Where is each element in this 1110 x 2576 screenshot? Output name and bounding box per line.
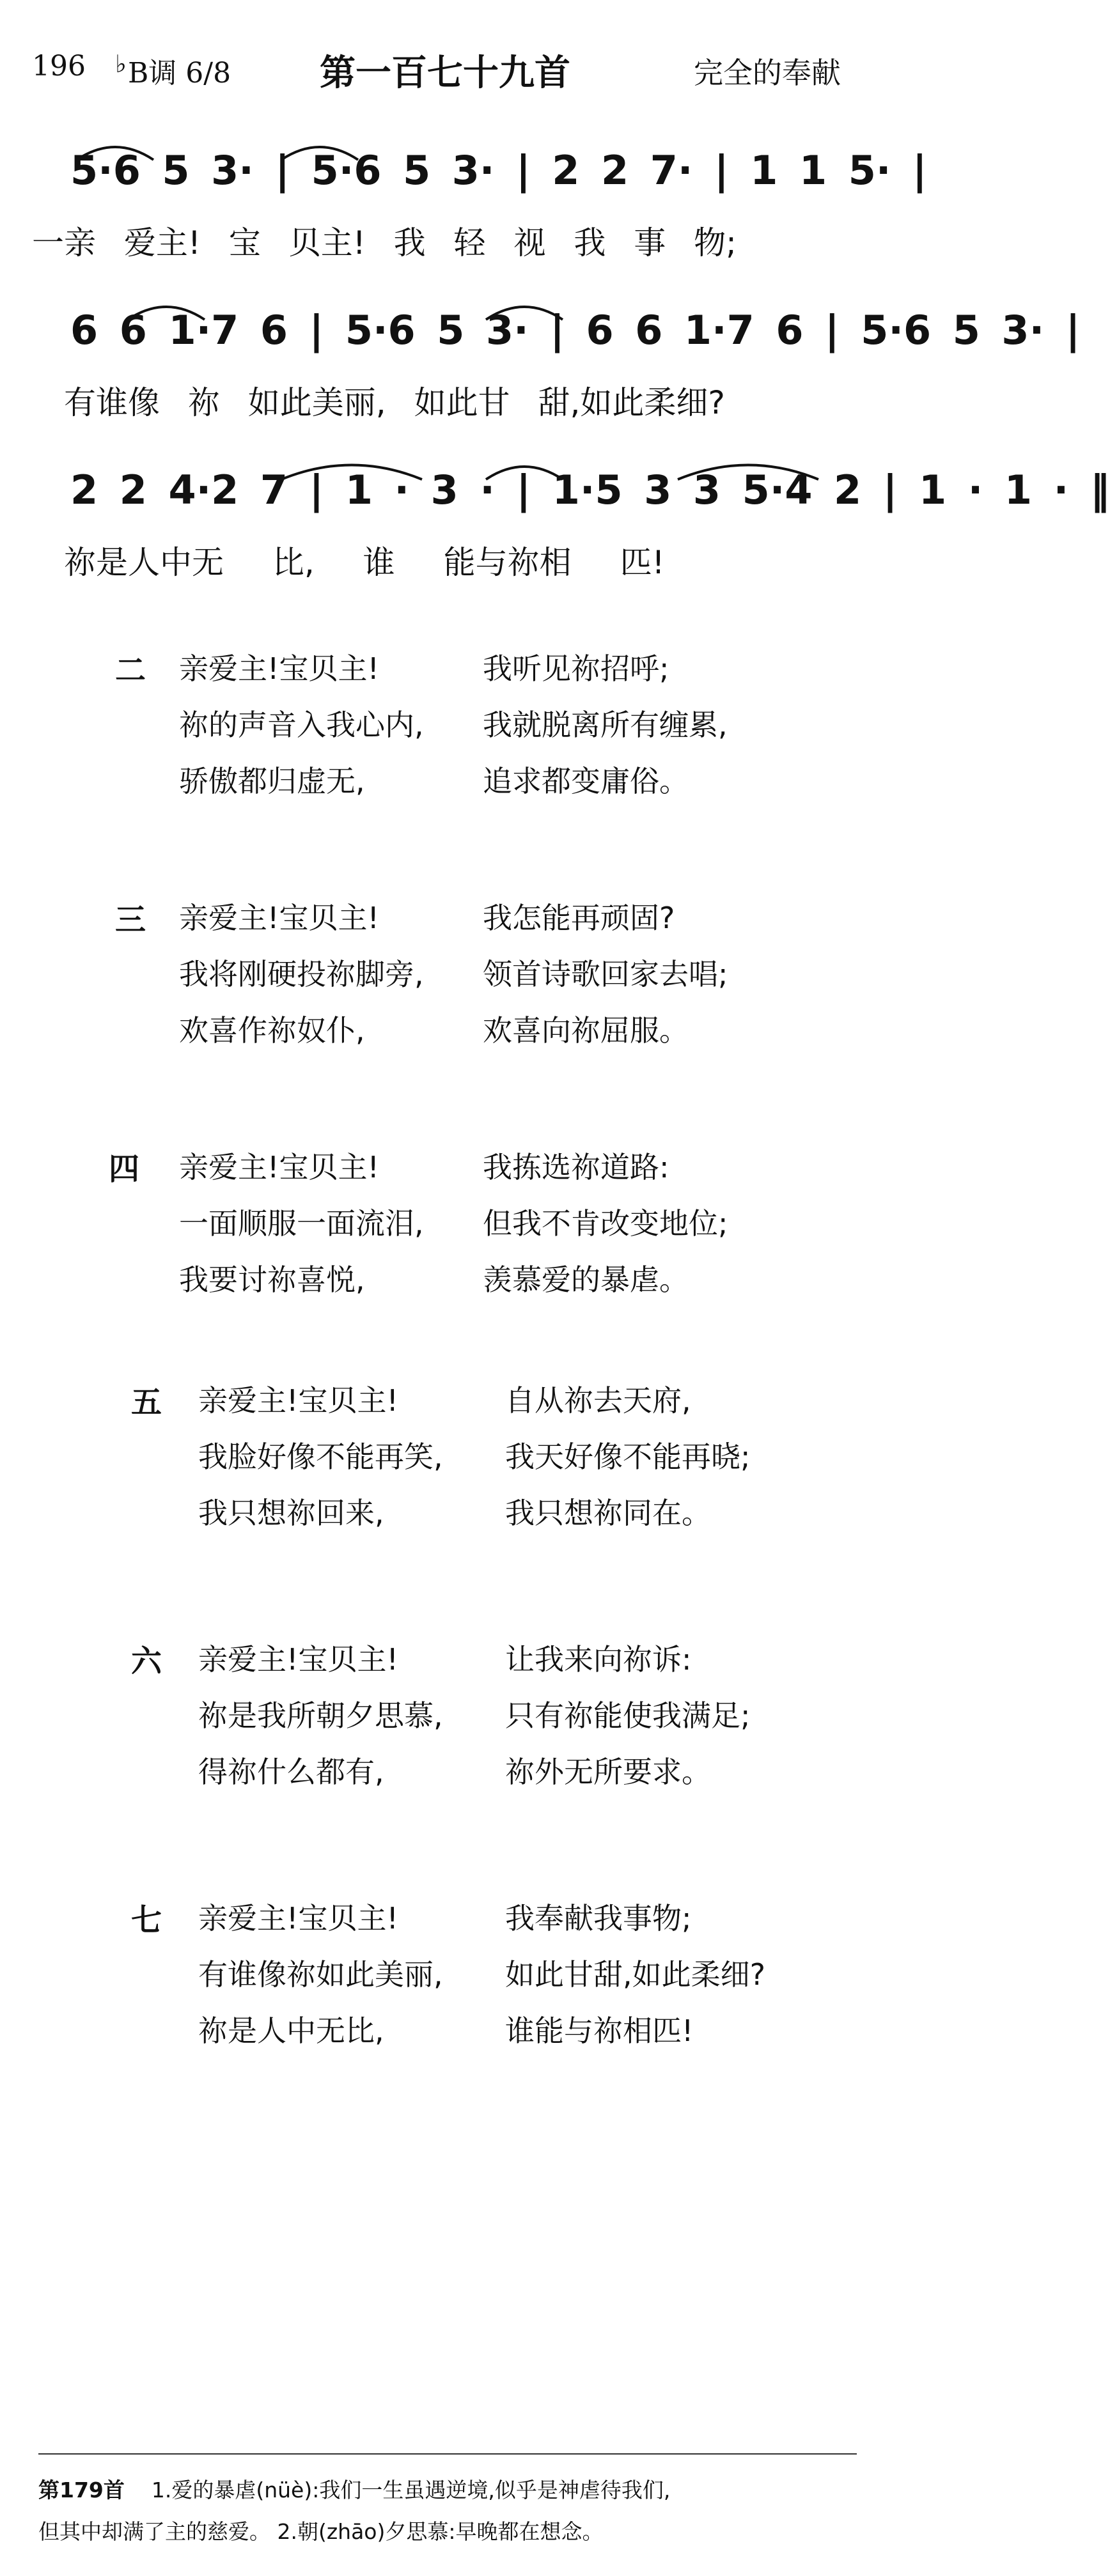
stanza-line: 得祢什么都有,	[198, 1755, 384, 1789]
footnote-line-2: 但其中却满了主的慈爱。 2.朝(zhāo)夕思慕:早晚都在想念。	[38, 2519, 604, 2544]
stanza-line: 亲爱主!宝贝主!	[198, 1642, 398, 1677]
lyrics-line: 祢是人中无 比, 谁 能与祢相 匹!	[64, 544, 665, 581]
stanza-line: 我将刚硬投祢脚旁,	[179, 957, 424, 991]
stanza-number: 七	[131, 1902, 162, 1938]
stanza-line: 我只想祢同在。	[505, 1496, 711, 1530]
score-line-2	[64, 300, 1081, 454]
footnote-divider	[38, 2453, 857, 2455]
stanza-line: 欢喜作祢奴仆,	[179, 1013, 365, 1048]
stanza-line: 我脸好像不能再笑,	[198, 1439, 443, 1474]
lyrics-line: 一亲 爱主! 宝 贝主! 我 轻 视 我 事 物;	[32, 224, 737, 261]
stanza-line: 羡慕爱的暴虐。	[483, 1262, 689, 1297]
stanza-line: 亲爱主!宝贝主!	[179, 651, 379, 686]
stanza-line: 欢喜向祢屈服。	[483, 1013, 689, 1048]
stanza-line: 只有祢能使我满足;	[505, 1698, 751, 1733]
stanza-line: 如此甘甜,如此柔细?	[505, 1957, 766, 1992]
hymn-subtitle: 完全的奉献	[694, 56, 841, 90]
stanza-line: 领首诗歌回家去唱;	[483, 957, 728, 991]
stanza-line: 祢是人中无比,	[198, 2013, 384, 2048]
lyrics-line: 有谁像 祢 如此美丽, 如此甘 甜,如此柔细?	[64, 384, 725, 421]
flat-symbol: ♭	[115, 50, 127, 78]
stanza-line: 自从祢去天府,	[505, 1383, 691, 1418]
stanza-line: 亲爱主!宝贝主!	[198, 1901, 398, 1936]
stanza-line: 祢是我所朝夕思慕,	[198, 1698, 443, 1733]
stanza-number: 五	[131, 1385, 162, 1420]
stanza-number: 三	[115, 902, 146, 938]
key-text: B调 6/8	[127, 57, 231, 89]
stanza-line: 亲爱主!宝贝主!	[179, 901, 379, 935]
key-signature	[115, 50, 231, 91]
notation-line: 2 2 4·2 7 | 1 · 3 · | 1·5 3 3 5·4 2 | 1 · 1 · ‖	[70, 467, 1110, 513]
stanza-line: 亲爱主!宝贝主!	[198, 1383, 398, 1418]
stanza-line: 祢的声音入我心内,	[179, 708, 424, 742]
page-number: 196	[32, 50, 86, 82]
stanza-line: 我只想祢回来,	[198, 1496, 384, 1530]
stanza-line: 亲爱主!宝贝主!	[179, 1150, 379, 1184]
stanza-line: 谁能与祢相匹!	[505, 2013, 694, 2048]
stanza-line: 有谁像祢如此美丽,	[198, 1957, 443, 1992]
stanza-line: 祢外无所要求。	[505, 1755, 711, 1789]
footnote-label: 第179首	[38, 2478, 125, 2502]
score-line-3	[64, 460, 1110, 614]
score-line-1	[32, 141, 927, 294]
page-title: 第一百七十九首	[320, 52, 570, 94]
footnote-text: 1.爱的暴虐(nüè):我们一生虽遇逆境,似乎是神虐待我们,	[151, 2478, 671, 2502]
stanza-line: 一面顺服一面流泪,	[179, 1206, 424, 1241]
notation-line: 6 6 1·7 6 | 5·6 5 3· | 6 6 1·7 6 | 5·6 5 3· |	[70, 307, 1081, 353]
stanza-line: 我就脱离所有缠累,	[483, 708, 728, 742]
footnote-line-1	[38, 2474, 670, 2504]
stanza-line: 我怎能再顽固?	[483, 901, 675, 935]
stanza-line: 我要讨祢喜悦,	[179, 1262, 365, 1297]
notation-line: 5·6 5 3· | 5·6 5 3· | 2 2 7· | 1 1 5· |	[70, 147, 927, 194]
stanza-line: 我奉献我事物;	[505, 1901, 692, 1936]
stanza-line: 追求都变庸俗。	[483, 764, 689, 798]
stanza-line: 但我不肯改变地位;	[483, 1206, 728, 1241]
stanza-line: 我天好像不能再晓;	[505, 1439, 751, 1474]
stanza-line: 我听见祢招呼;	[483, 651, 669, 686]
stanza-number: 六	[131, 1643, 162, 1679]
stanza-line: 我拣选祢道路:	[483, 1150, 669, 1184]
stanza-number: 二	[115, 653, 146, 688]
stanza-line: 让我来向祢诉:	[505, 1642, 692, 1677]
stanza-number: 四	[109, 1151, 140, 1187]
stanza-line: 骄傲都归虚无,	[179, 764, 365, 798]
